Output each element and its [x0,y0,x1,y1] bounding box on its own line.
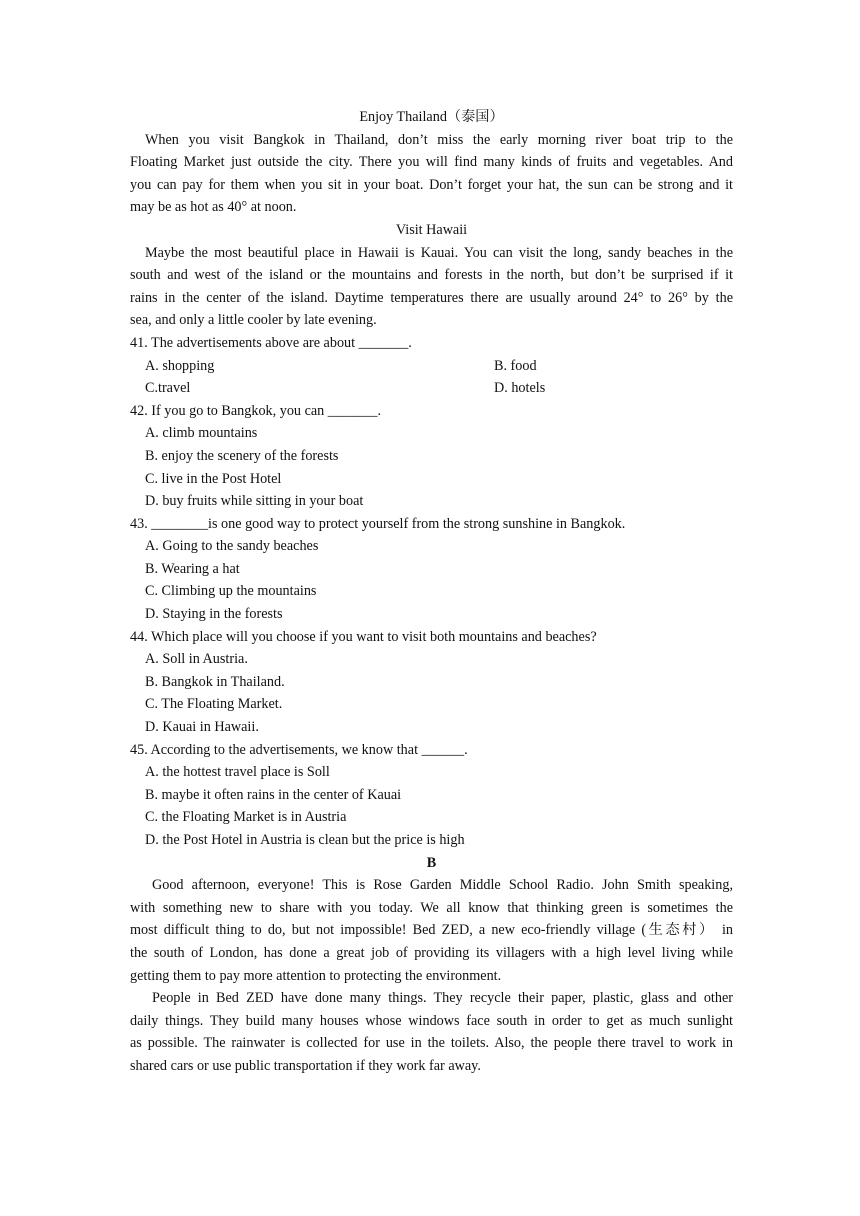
option-c: C. the Floating Market is in Austria [145,809,347,826]
text-line: Good afternoon, everyone! This is Rose Garden Middle School Radio. John Smith speaking, [152,877,733,894]
text-line: rains in the center of the island. Daytime temperatures there are usually around 24° to 26° by the [130,289,733,306]
option-c: C. Climbing up the mountains [145,583,317,600]
option-row [130,377,733,400]
passage-a-paragraph-thailand [130,129,733,219]
question-stem: 41. The advertisements above are about _______. [130,334,412,351]
option-d: D. Staying in the forests [145,606,283,623]
option-d: D. hotels [494,380,546,397]
passage-a-title-thailand: Enjoy Thailand（泰国） [359,109,504,125]
text-line: shared cars or use public transportation if they work far away. [130,1057,481,1074]
option-a: A. Going to the sandy beaches [145,538,319,555]
question-45 [130,739,733,852]
question-stem: 45. According to the advertisements, we know that ______. [130,741,468,758]
question-stem: 44. Which place will you choose if you want to visit both mountains and beaches? [130,628,597,645]
option-b: B. food [494,357,537,374]
passage-b-paragraph-2 [130,987,733,1077]
option-a: A. shopping [145,357,215,374]
passage-b-paragraph-1 [130,874,733,987]
option-a: A. Soll in Austria. [145,651,248,668]
question-43 [130,513,733,626]
option-d: D. the Post Hotel in Austria is clean but the price is high [145,832,465,848]
option-c: C. live in the Post Hotel [145,470,282,487]
text-line: sea, and only a little cooler by late evening. [130,312,377,329]
passage-b-heading: B [426,854,437,871]
text-line: most difficult thing to do, but not impossible! Bed ZED, a new eco-friendly village (生态村） in [130,922,733,939]
text-line: When you visit Bangkok in Thailand, don’t miss the early morning river boat trip to the [145,131,733,148]
document-page [130,106,733,1078]
text-line: south and west of the island or the mountains and forests in the north, but don’t be surprised if it [130,267,733,284]
passage-a-paragraph-hawaii [130,242,733,332]
option-a: A. the hottest travel place is Soll [145,764,330,781]
option-d: D. Kauai in Hawaii. [145,719,259,736]
question-42 [130,400,733,513]
question-stem: 43. ________is one good way to protect yourself from the strong sunshine in Bangkok. [130,515,626,532]
question-44 [130,626,733,739]
text-line: Floating Market just outside the city. There you will find many kinds of fruits and vegetables. And [130,154,733,171]
text-line: Maybe the most beautiful place in Hawaii is Kauai. You can visit the long, sandy beaches in the [145,244,733,261]
option-d: D. buy fruits while sitting in your boat [145,493,364,510]
option-a: A. climb mountains [145,425,258,442]
text-line: you can pay for them when you sit in your boat. Don’t forget your hat, the sun can be strong and it [130,176,733,193]
option-c: C. The Floating Market. [145,696,283,713]
option-b: B. maybe it often rains in the center of Kauai [145,786,402,803]
text-line: may be as hot as 40° at noon. [130,199,297,216]
option-b: B. Wearing a hat [145,560,240,577]
text-line: with something new to share with you today. We all know that thinking green is sometimes the [130,899,733,916]
option-b: B. enjoy the scenery of the forests [145,447,339,464]
option-c: C.travel [145,380,191,397]
text-line: getting them to pay more attention to protecting the environment. [130,967,502,984]
text-line: People in Bed ZED have done many things. They recycle their paper, plastic, glass and other [152,990,733,1007]
text-line: daily things. They build many houses whose windows face south in order to get as much sunlight [130,1012,733,1029]
text-line: as possible. The rainwater is collected for use in the toilets. Also, the people there travel to work in [130,1035,733,1052]
option-b: B. Bangkok in Thailand. [145,673,285,690]
option-row [130,355,733,378]
question-41 [130,332,733,400]
text-line: the south of London, has done a great job of providing its villagers with a high level living while [130,944,733,961]
question-stem: 42. If you go to Bangkok, you can _______. [130,402,382,419]
passage-a-title-hawaii: Visit Hawaii [395,221,468,238]
